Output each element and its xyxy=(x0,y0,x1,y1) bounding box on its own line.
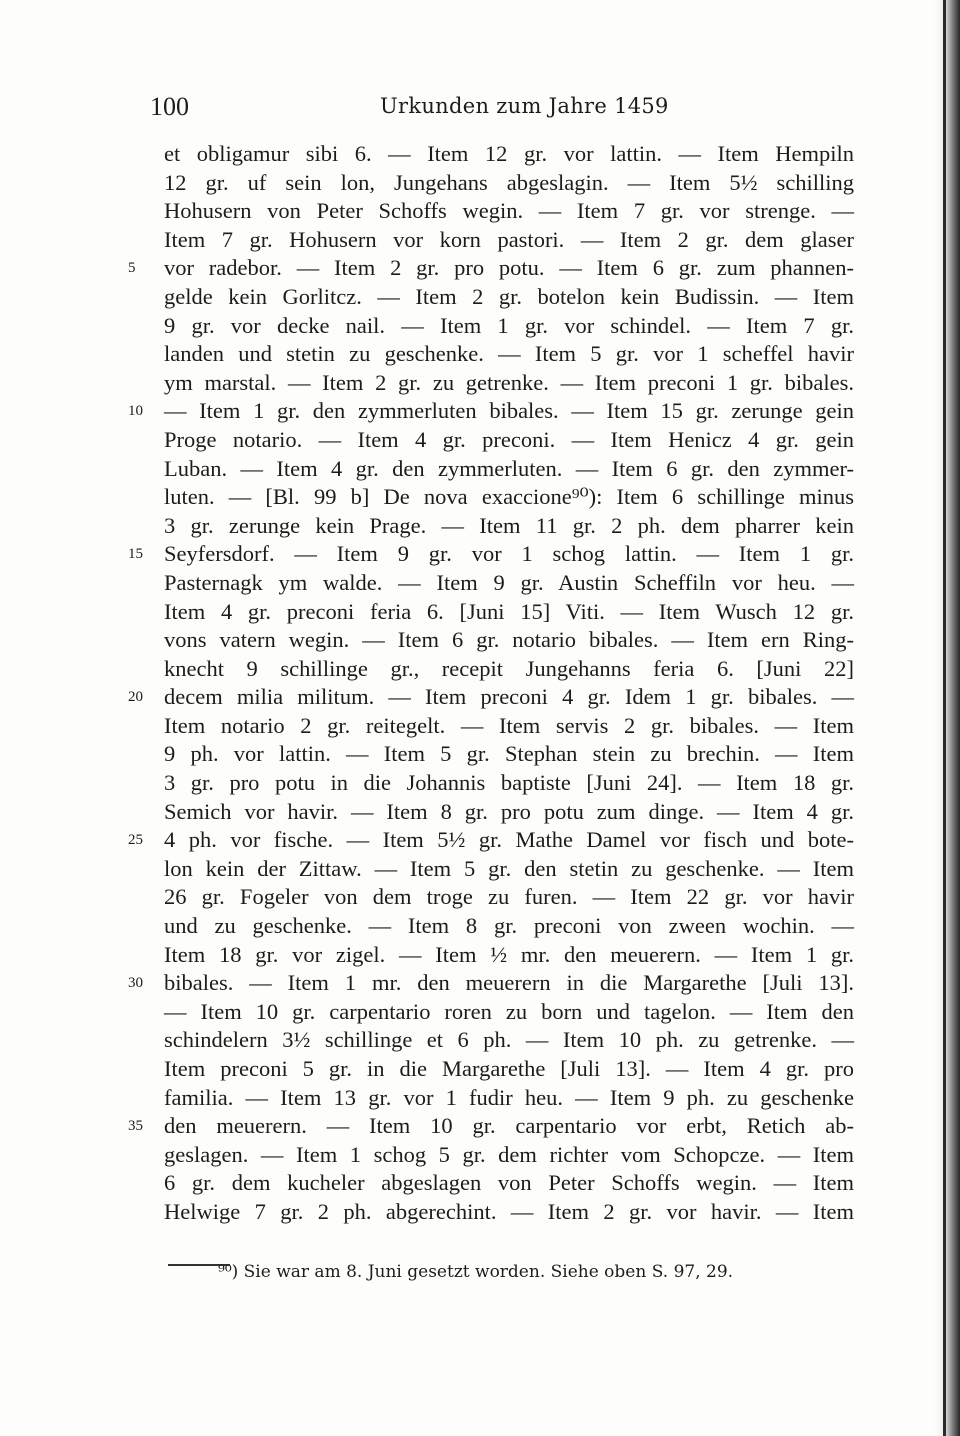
body-text xyxy=(0,140,960,1227)
line-number: 10 xyxy=(128,403,143,420)
line-text: schindelern 3½ schillinge et 6 ph. — Item 10 ph. zu getrenke. — xyxy=(164,1027,854,1053)
line-number: 15 xyxy=(128,546,143,563)
text-line xyxy=(0,283,960,312)
line-text: Item notario 2 gr. reitegelt. — Item servis 2 gr. bibales. — Item xyxy=(164,712,854,738)
line-text: 3 gr. pro potu in die Johannis baptiste [Juni 24]. — Item 18 gr. xyxy=(164,770,854,796)
line-text: decem milia militum. — Item preconi 4 gr. Idem 1 gr. bibales. — xyxy=(164,684,854,710)
text-line xyxy=(0,798,960,827)
text-line xyxy=(0,312,960,341)
text-line xyxy=(0,998,960,1027)
text-line xyxy=(0,912,960,941)
text-line xyxy=(0,569,960,598)
line-text: 3 gr. zerunge kein Prage. — Item 11 gr. 2 ph. dem pharrer kein xyxy=(164,512,854,538)
line-number: 5 xyxy=(128,260,136,277)
line-text: Hohusern von Peter Schoffs wegin. — Item 7 gr. vor strenge. — xyxy=(164,198,854,224)
line-text: bibales. — Item 1 mr. den meuerern in die Margarethe [Juli 13]. xyxy=(164,970,854,996)
text-line xyxy=(0,1169,960,1198)
line-number: 35 xyxy=(128,1118,143,1135)
text-line xyxy=(0,855,960,884)
text-line xyxy=(0,826,960,855)
line-text: Pasternagk ym walde. — Item 9 gr. Austin Scheffiln vor heu. — xyxy=(164,569,854,595)
line-text: gelde kein Gorlitcz. — Item 2 gr. botelon kein Budissin. — Item xyxy=(164,283,854,309)
line-text: Item preconi 5 gr. in die Margarethe [Juli 13]. — Item 4 gr. pro xyxy=(164,1056,854,1081)
line-text: vor radebor. — Item 2 gr. pro potu. — Item 6 gr. zum phannen- xyxy=(164,255,854,281)
text-line xyxy=(0,254,960,283)
line-text: et obligamur sibi 6. — Item 12 gr. vor lattin. — Item Hempiln xyxy=(164,141,854,166)
page-edge-shadow xyxy=(934,0,960,1436)
text-line xyxy=(0,226,960,255)
line-text: Item 4 gr. preconi feria 6. [Juni 15] Viti. — Item Wusch 12 gr. xyxy=(164,598,854,624)
line-text: Item 7 gr. Hohusern vor korn pastori. — Item 2 gr. dem glaser xyxy=(164,226,854,252)
text-line xyxy=(0,512,960,541)
text-line xyxy=(0,197,960,226)
line-number: 30 xyxy=(128,975,143,992)
line-text: 9 gr. vor decke nail. — Item 1 gr. vor schindel. — Item 7 gr. xyxy=(164,312,854,338)
text-line xyxy=(0,169,960,198)
line-text: Helwige 7 gr. 2 ph. abgerechint. — Item 2 gr. vor havir. — Item xyxy=(164,1198,854,1224)
line-text: 12 gr. uf sein lon, Jungehans abgeslagin. — Item 5½ schilling xyxy=(164,169,854,195)
line-text: Seyfersdorf. — Item 9 gr. vor 1 schog lattin. — Item 1 gr. xyxy=(164,541,854,567)
line-text: 6 gr. dem kucheler abgeslagen von Peter Schoffs wegin. — Item xyxy=(164,1170,854,1196)
text-line xyxy=(0,1112,960,1141)
text-line xyxy=(0,540,960,569)
text-line xyxy=(0,883,960,912)
line-number: 20 xyxy=(128,689,143,706)
page-number: 100 xyxy=(150,92,189,121)
text-line xyxy=(0,455,960,484)
line-text: — Item 10 gr. carpentario roren zu born und tagelon. — Item den xyxy=(164,998,854,1024)
text-line xyxy=(0,397,960,426)
text-line xyxy=(0,941,960,970)
page-edge-line xyxy=(943,0,946,1436)
line-number: 25 xyxy=(128,832,143,849)
line-text: 4 ph. vor fische. — Item 5½ gr. Mathe Damel vor fisch und bote- xyxy=(164,827,854,853)
text-line xyxy=(0,969,960,998)
line-text: und zu geschenke. — Item 8 gr. preconi von zween wochin. — xyxy=(164,913,854,939)
text-line xyxy=(0,1198,960,1227)
text-line xyxy=(0,683,960,712)
text-line xyxy=(0,712,960,741)
text-line xyxy=(0,740,960,769)
line-text: lon kein der Zittaw. — Item 5 gr. den stetin zu geschenke. — Item xyxy=(164,855,854,881)
text-line xyxy=(0,340,960,369)
text-line xyxy=(0,598,960,627)
text-line xyxy=(0,1141,960,1170)
line-text: Luban. — Item 4 gr. den zymmerluten. — Item 6 gr. den zymmer- xyxy=(164,455,854,481)
text-line xyxy=(0,426,960,455)
line-text: — Item 1 gr. den zymmerluten bibales. — Item 15 gr. zerunge gein xyxy=(164,398,854,424)
running-head: Urkunden zum Jahre 1459 xyxy=(380,94,669,118)
line-text: 9 ph. vor lattin. — Item 5 gr. Stephan stein zu brechin. — Item xyxy=(164,741,854,767)
text-line xyxy=(0,626,960,655)
page-header xyxy=(0,88,960,128)
line-text: Semich vor havir. — Item 8 gr. pro potu zum dinge. — Item 4 gr. xyxy=(164,798,854,824)
line-text: luten. — [Bl. 99 b] De nova exaccione⁹⁰): Item 6 schillinge minus xyxy=(164,484,854,510)
line-text: den meuerern. — Item 10 gr. carpentario vor erbt, Retich ab- xyxy=(164,1113,854,1139)
line-text: knecht 9 schillinge gr., recepit Jungehanns feria 6. [Juni 22] xyxy=(164,655,854,681)
line-text: Item 18 gr. vor zigel. — Item ½ mr. den meuerern. — Item 1 gr. xyxy=(164,941,854,967)
text-line xyxy=(0,1055,960,1084)
footnote-text: ⁹⁰) Sie war am 8. Juni gesetzt worden. Siehe oben S. 97, 29. xyxy=(218,1262,734,1282)
line-text: 26 gr. Fogeler von dem troge zu furen. — Item 22 gr. vor havir xyxy=(164,884,854,910)
line-text: ym marstal. — Item 2 gr. zu getrenke. — Item preconi 1 gr. bibales. xyxy=(164,369,854,395)
text-line xyxy=(0,655,960,684)
text-line xyxy=(0,140,960,169)
text-line xyxy=(0,1084,960,1113)
text-line xyxy=(0,1026,960,1055)
line-text: familia. — Item 13 gr. vor 1 fudir heu. — Item 9 ph. zu geschenke xyxy=(164,1084,854,1110)
text-line xyxy=(0,369,960,398)
line-text: landen und stetin zu geschenke. — Item 5 gr. vor 1 scheffel havir xyxy=(164,341,854,367)
line-text: vons vatern wegin. — Item 6 gr. notario bibales. — Item ern Ring- xyxy=(164,627,854,653)
text-line xyxy=(0,483,960,512)
text-line xyxy=(0,769,960,798)
line-text: Proge notario. — Item 4 gr. preconi. — Item Henicz 4 gr. gein xyxy=(164,426,854,452)
line-text: geslagen. — Item 1 schog 5 gr. dem richter vom Schopcze. — Item xyxy=(164,1141,854,1167)
